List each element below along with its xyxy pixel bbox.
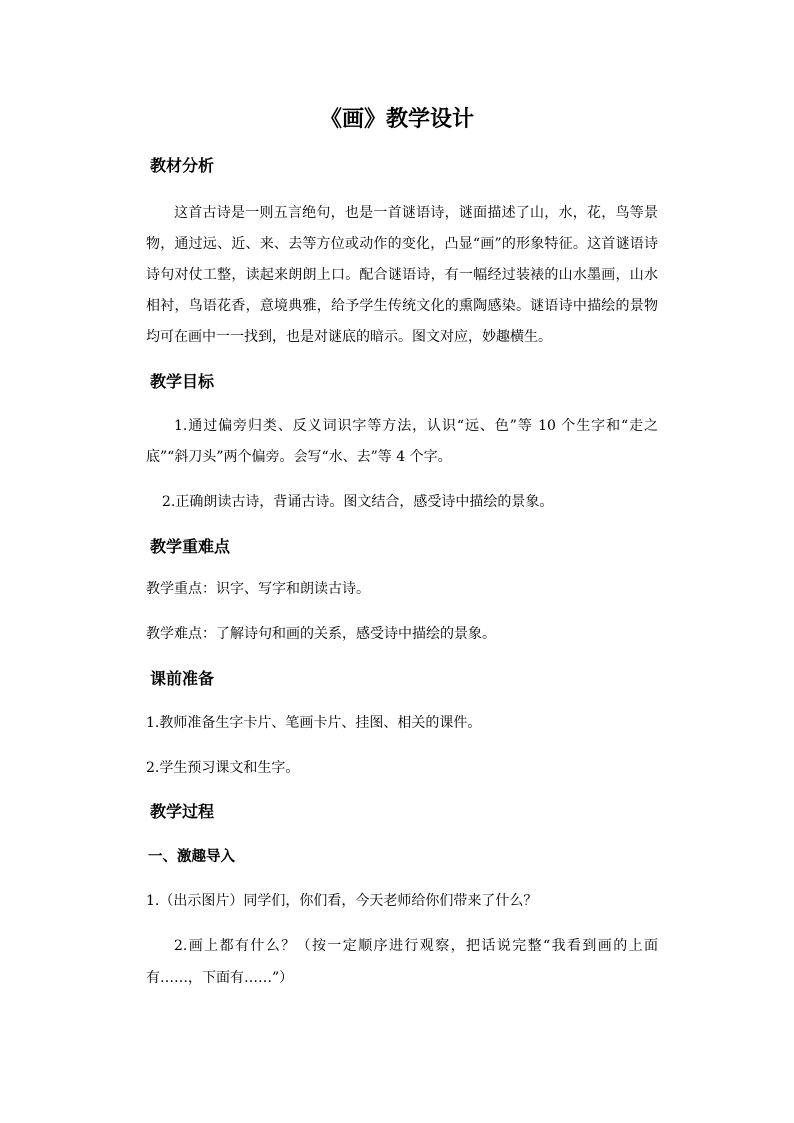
preparation-item-2: 2.学生预习课文和生字。 <box>146 760 300 776</box>
teaching-focus: 教学重点：识字、写字和朗读古诗。 <box>146 581 370 597</box>
section-heading-key-points: 教学重难点 <box>150 537 231 556</box>
teaching-goal-1: 1.通过偏旁归类、反义词识字等方法，认识“远、色”等 10 个生字和“走之底”“斜刀头”两个偏旁。会写“水、去”等 4 个字。 <box>146 418 658 465</box>
section-heading-teaching-process: 教学过程 <box>150 802 215 821</box>
process-step-1: 1.（出示图片）同学们，你们看，今天老师给你们带来了什么？ <box>146 893 538 909</box>
section-heading-material-analysis: 教材分析 <box>150 156 215 175</box>
teaching-difficulty: 教学难点：了解诗句和画的关系，感受诗中描绘的景象。 <box>146 626 496 642</box>
section-heading-teaching-goals: 教学目标 <box>150 372 215 391</box>
teaching-goal-2: 2.正确朗读古诗，背诵古诗。图文结合，感受诗中描绘的景象。 <box>162 494 554 510</box>
process-sub-heading-intro: 一、激趣导入 <box>148 848 235 865</box>
material-analysis-paragraph: 这首古诗是一则五言绝句，也是一首谜语诗，谜面描述了山，水，花，鸟等景物，通过远、近、来、去等方位或动作的变化，凸显“画”的形象特征。这首谜语诗诗句对仗工整，读起来朗朗上口。配合谜语诗，有一幅经过装裱的山水墨画，山水相衬，鸟语花香，意境典雅，给予学生传统文化的熏陶感染。谜语诗中描绘的景物均可在画中一一找到，也是对谜底的暗示。图文对应，妙趣横生。 <box>146 205 658 345</box>
section-heading-preparation: 课前准备 <box>150 669 215 688</box>
preparation-item-1: 1.教师准备生字卡片、笔画卡片、挂图、相关的课件。 <box>146 715 482 731</box>
process-step-2: 2.画上都有什么？（按一定顺序进行观察，把话说完整“我看到画的上面有……，下面有……”） <box>146 938 658 986</box>
document-title: 《画》教学设计 <box>319 106 474 132</box>
